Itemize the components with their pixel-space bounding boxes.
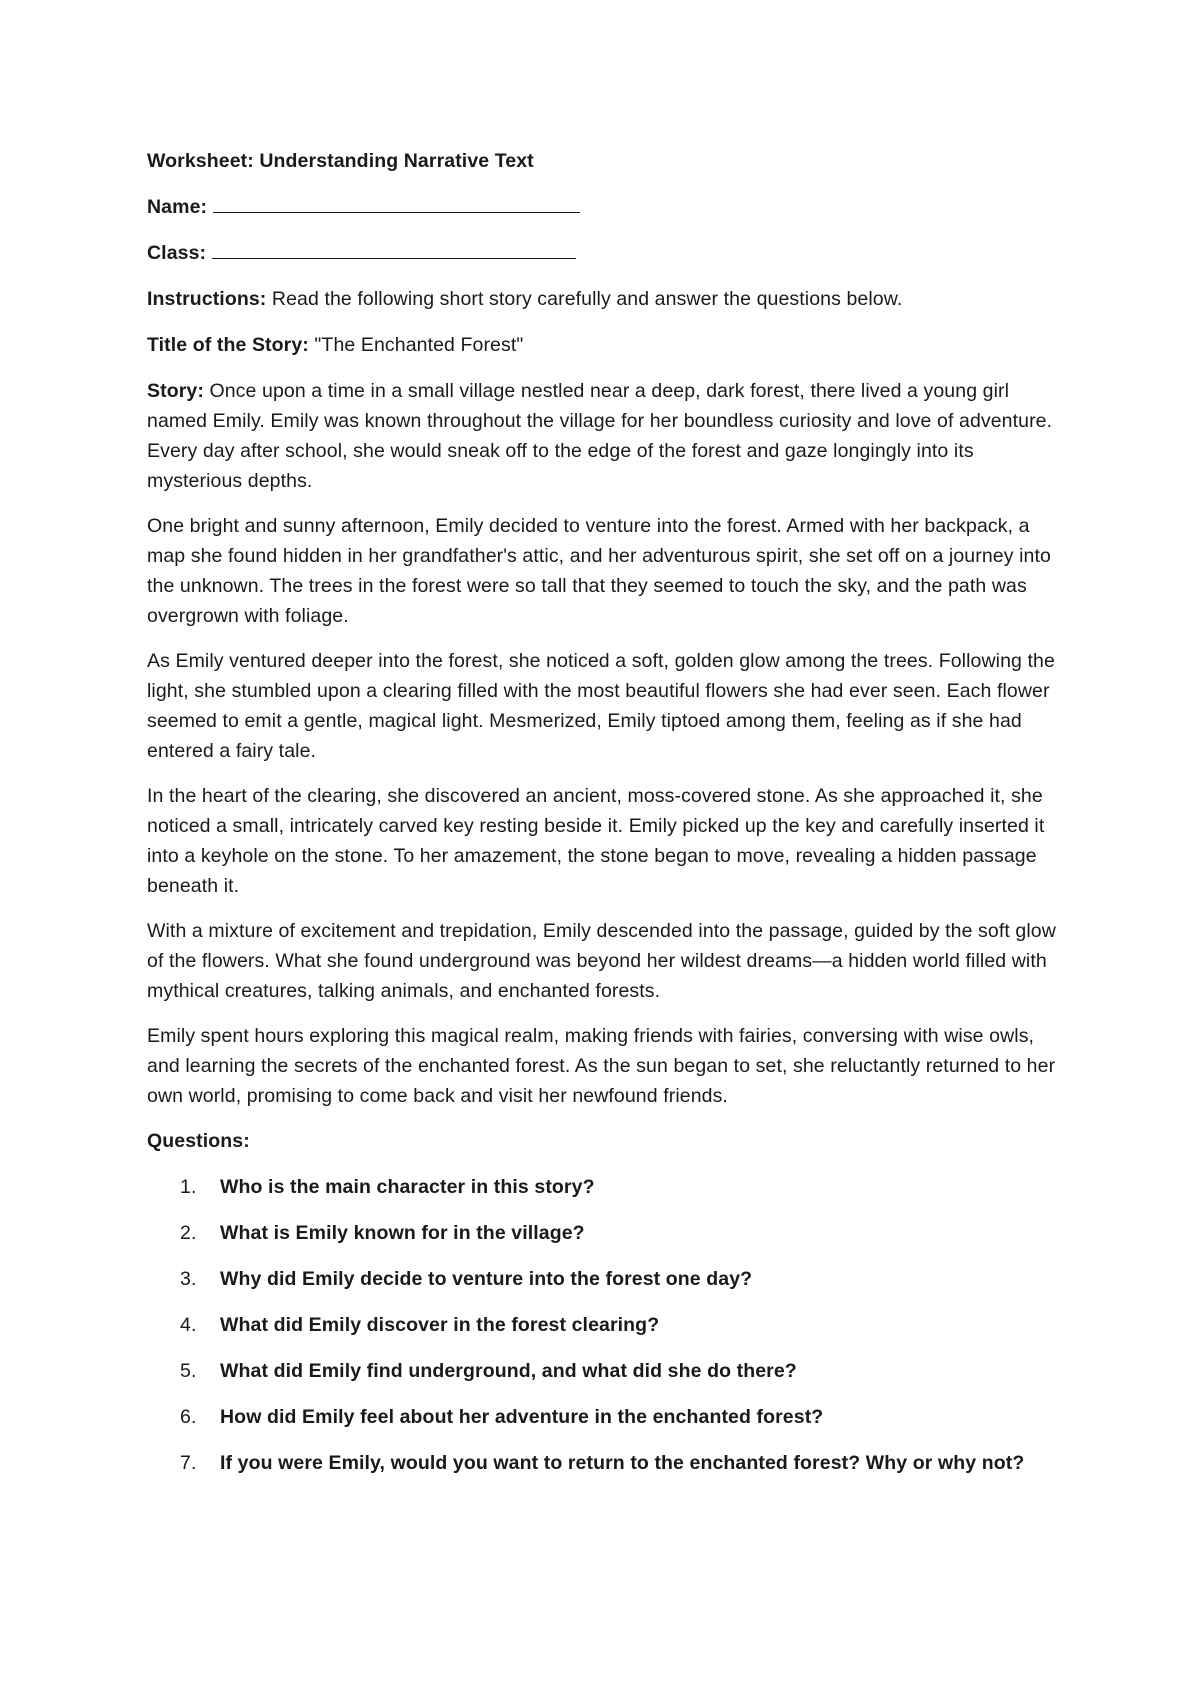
class-label: Class: (147, 242, 207, 264)
question-item (147, 1264, 1067, 1294)
name-label: Name: (147, 196, 208, 218)
class-row (147, 238, 1067, 268)
question-text: What did Emily discover in the forest clearing? (220, 1314, 660, 1336)
instructions-text: Read the following short story carefully and answer the questions below. (266, 288, 903, 310)
class-field[interactable] (212, 238, 576, 259)
question-item (147, 1218, 1067, 1248)
question-text: What did Emily find underground, and what did she do there? (220, 1360, 797, 1382)
question-item (147, 1310, 1067, 1340)
question-number: 4. (180, 1314, 197, 1336)
question-item (147, 1172, 1067, 1202)
story-paragraph-6: Emily spent hours exploring this magical realm, making friends with fairies, conversing with wise owls, and learning the secrets of the enchanted forest. As the sun began to set, she reluctantly returned to her own world, promising to come back and visit her newfound friends. (147, 1025, 1056, 1107)
story-paragraph-5: With a mixture of excitement and trepidation, Emily descended into the passage, guided by the soft glow of the flowers. What she found underground was beyond her wildest dreams—a hidden world filled with mythical creatures, talking animals, and enchanted forests. (147, 920, 1056, 1002)
story-title-label: Title of the Story: (147, 334, 309, 356)
questions-heading: Questions: (147, 1130, 250, 1152)
instructions-label: Instructions: (147, 288, 267, 310)
question-item (147, 1448, 1067, 1478)
story-paragraph-4: In the heart of the clearing, she discovered an ancient, moss-covered stone. As she approached it, she noticed a small, intricately carved key resting beside it. Emily picked up the key and carefully inserted it into a keyhole on the stone. To her amazement, the stone began to move, revealing a hidden passage beneath it. (147, 785, 1045, 897)
question-text: Why did Emily decide to venture into the forest one day? (220, 1268, 753, 1290)
story-paragraph-1 (147, 376, 1067, 496)
question-number: 3. (180, 1268, 197, 1290)
worksheet-title: Worksheet: Understanding Narrative Text (147, 150, 534, 172)
instructions (147, 284, 1067, 314)
question-number: 5. (180, 1360, 197, 1382)
question-text: How did Emily feel about her adventure in the enchanted forest? (220, 1406, 824, 1428)
name-row (147, 192, 1067, 222)
story-title-text: "The Enchanted Forest" (308, 334, 524, 356)
question-text: If you were Emily, would you want to return to the enchanted forest? Why or why not? (220, 1452, 1025, 1474)
question-number: 2. (180, 1222, 197, 1244)
question-item (147, 1402, 1067, 1432)
story-paragraph-3: As Emily ventured deeper into the forest, she noticed a soft, golden glow among the trees. Following the light, she stumbled upon a clearing filled with the most beautiful flowers she had ever seen. Each flower seemed to emit a gentle, magical light. Mesmerized, Emily tiptoed among them, feeling as if she had entered a fairy tale. (147, 650, 1055, 762)
story-title (147, 330, 1067, 360)
story-paragraph-2: One bright and sunny afternoon, Emily decided to venture into the forest. Armed with her backpack, a map she found hidden in her grandfather's attic, and her adventurous spirit, she set off on a journey into the unknown. The trees in the forest were so tall that they seemed to touch the sky, and the path was overgrown with foliage. (147, 515, 1051, 627)
question-number: 1. (180, 1176, 197, 1198)
question-number: 6. (180, 1406, 197, 1428)
name-field[interactable] (213, 192, 580, 213)
question-text: Who is the main character in this story? (220, 1176, 595, 1198)
questions-list (147, 1172, 1067, 1478)
story-label: Story: (147, 380, 204, 402)
worksheet-page (147, 146, 1067, 1494)
story-paragraph-1-text: Once upon a time in a small village nestled near a deep, dark forest, there lived a young girl named Emily. Emily was known throughout the village for her boundless curiosity and love of adventure. Every day after school, she would sneak off to the edge of the forest and gaze longingly into its mysterious depths. (147, 380, 1053, 492)
question-item (147, 1356, 1067, 1386)
question-number: 7. (180, 1452, 197, 1474)
question-text: What is Emily known for in the village? (220, 1222, 585, 1244)
